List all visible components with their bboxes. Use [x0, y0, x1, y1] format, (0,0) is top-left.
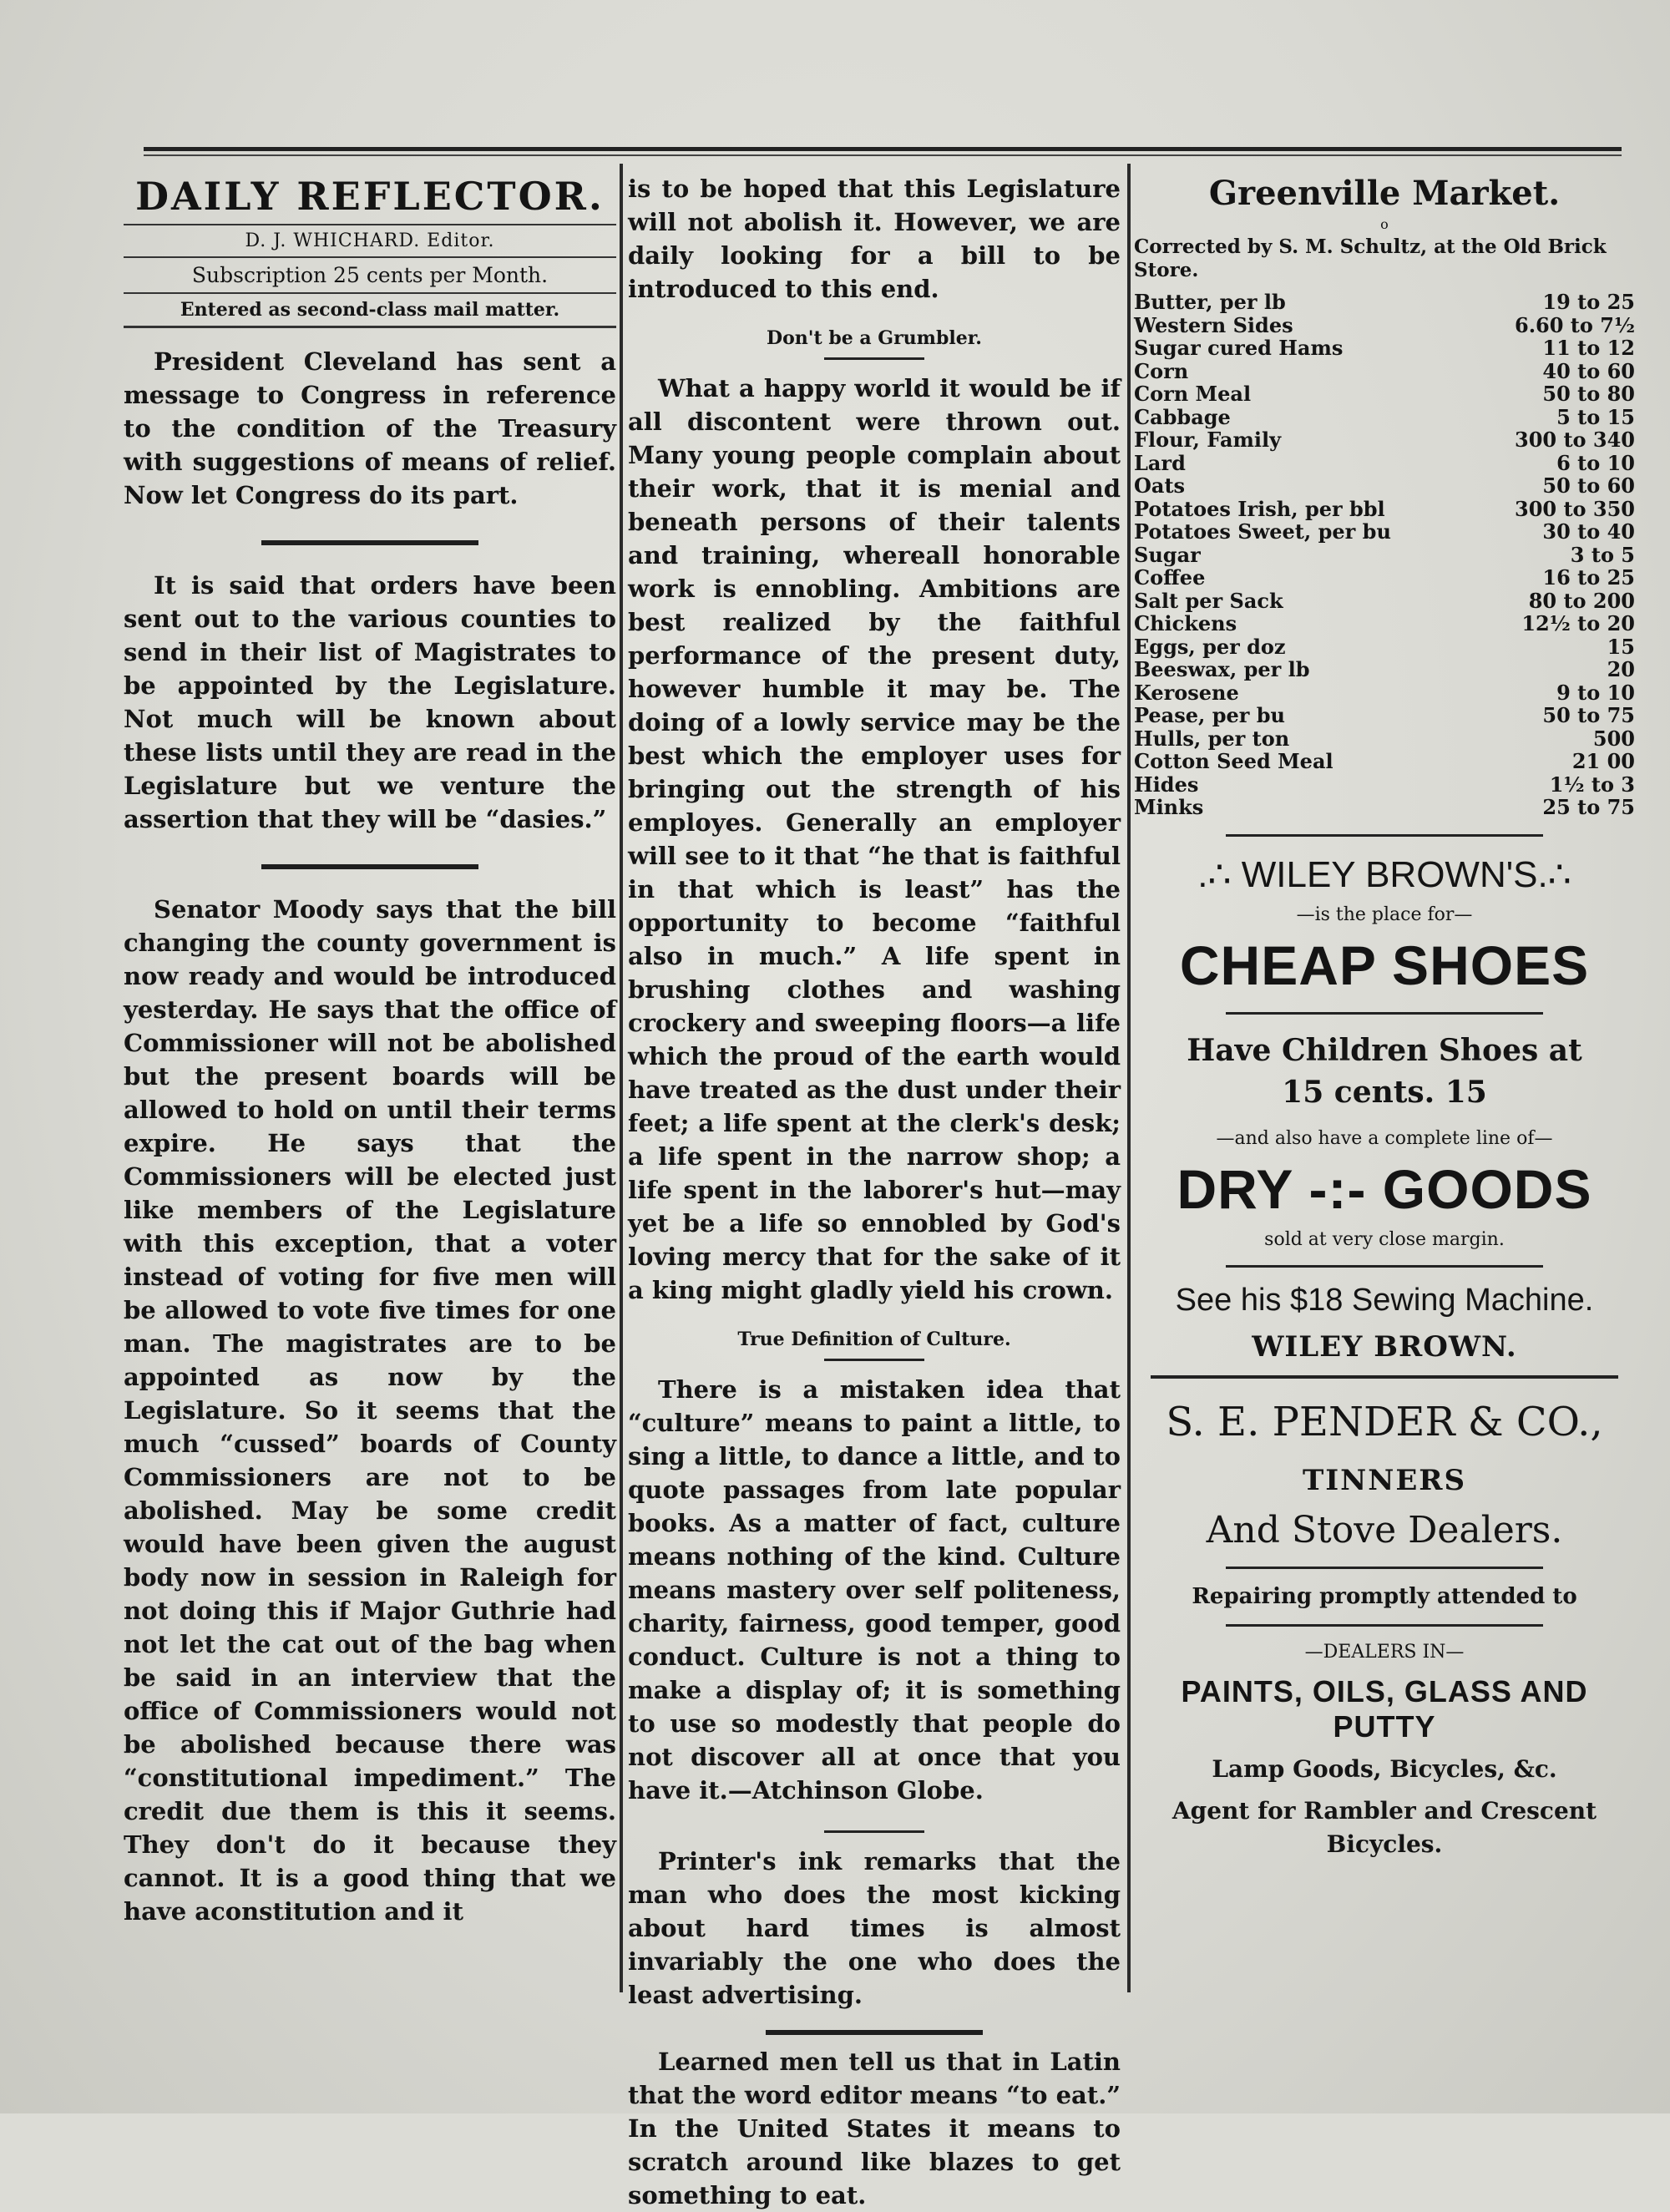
column-rule-2 — [1127, 164, 1131, 1992]
market-price: 500 — [1592, 726, 1635, 751]
heading-grumbler: Don't be a Grumbler. — [767, 327, 982, 349]
market-price: 50 to 75 — [1542, 703, 1635, 727]
market-row — [1134, 612, 1635, 635]
heading-rule — [824, 1830, 924, 1833]
market-item: Kerosene — [1134, 680, 1239, 705]
market-item: Cabbage — [1134, 404, 1231, 429]
market-price: 6 to 10 — [1556, 450, 1635, 475]
heading-rule — [824, 1359, 924, 1361]
market-item: Beeswax, per lb — [1134, 657, 1310, 681]
market-item: Potatoes Irish, per bbl — [1134, 496, 1385, 521]
market-row — [1134, 750, 1635, 773]
pender-name: S. E. PENDER & CO., — [1166, 1398, 1603, 1445]
market-row — [1134, 566, 1635, 590]
market-item: Pease, per bu — [1134, 703, 1285, 727]
market-row — [1134, 773, 1635, 797]
market-row — [1134, 796, 1635, 819]
market-row — [1134, 314, 1635, 337]
pender-dealers-in: —DEALERS IN— — [1304, 1641, 1465, 1663]
market-item: Western Sides — [1134, 312, 1293, 337]
market-item: Cotton Seed Meal — [1134, 749, 1333, 773]
article-editor-latin: Learned men tell us that in Latin that the word editor means “to eat.” In the United States it means to scratch around like blazes to get something to eat. — [628, 2047, 1121, 2209]
market-price: 16 to 25 — [1542, 565, 1635, 590]
separator — [261, 864, 478, 869]
market-row — [1134, 681, 1635, 705]
market-item: Corn — [1134, 358, 1189, 383]
wiley-cheap-shoes: CHEAP SHOES — [1179, 934, 1590, 996]
pender-paints: PAINTS, OILS, GLASS AND PUTTY — [1181, 1673, 1588, 1744]
wiley-children-shoes: Have Children Shoes at — [1187, 1032, 1582, 1068]
market-price: 15 — [1607, 634, 1635, 659]
market-price: 19 to 25 — [1542, 290, 1635, 314]
market-row — [1134, 337, 1635, 360]
article-grumbler: What a happy world it would be if all discontent were thrown out. Many young people complain about their work, that it is menial and beneath persons of their talents and training, whereall honorable work is ennobling. Ambitions are best realized by the faithful performance of the present duty, however humble it may be. The doing of a lowly service may be the best which the employer uses for bringing out the strength of his employes. Generally an employer will see to it that “he that is faithful in that which is least” has the opportunity to become “faithful also in much.” A life spent in brushing clothes and washing crockery and sweeping floors—a life which the proud of the earth would have treated as the dust under their feet; a life spent at the clerk's desk; a life spent in the narrow shop; a life spent in the laborer's hut—may yet be a life so ennobled by God's loving mercy that for the sake of it a king might gladly yield his crown. — [628, 374, 1121, 1304]
market-price: 300 to 350 — [1515, 496, 1635, 521]
market-row — [1134, 498, 1635, 521]
market-price-table — [1134, 291, 1635, 819]
market-item: Butter, per lb — [1134, 290, 1286, 314]
market-item: Flour, Family — [1134, 428, 1282, 452]
pender-lamp-goods: Lamp Goods, Bicycles, &c. — [1212, 1754, 1557, 1783]
market-row — [1134, 291, 1635, 314]
pender-stove-dealers: And Stove Dealers. — [1206, 1508, 1563, 1551]
pender-repairing: Repairing promptly attended to — [1192, 1583, 1577, 1609]
market-item: Minks — [1134, 795, 1204, 819]
wiley-place: —is the place for— — [1296, 904, 1473, 925]
market-price: 300 to 340 — [1515, 428, 1635, 452]
market-item: Oats — [1134, 473, 1186, 498]
market-row — [1134, 360, 1635, 383]
heading-culture: True Definition of Culture. — [737, 1329, 1011, 1350]
market-item: Salt per Sack — [1134, 588, 1283, 613]
market-price: 6.60 to 7½ — [1515, 312, 1635, 337]
article-magistrates: It is said that orders have been sent out to the various counties to send in their list of Magistrates to be appointed by the Legislature. Not much will be known about these lists until they are read in the Legislature but we venture the assertion that they will be “dasies.” — [124, 571, 616, 833]
market-price: 9 to 10 — [1556, 680, 1635, 705]
ad-rule — [1226, 1012, 1543, 1015]
market-price: 21 00 — [1571, 749, 1635, 773]
market-item: Eggs, per doz — [1134, 634, 1286, 659]
market-title: Greenville Market. — [1208, 174, 1561, 213]
market-price: 20 — [1607, 657, 1635, 681]
market-row — [1134, 658, 1635, 681]
market-row — [1134, 544, 1635, 567]
market-price: 80 to 200 — [1528, 588, 1635, 613]
separator — [766, 2030, 983, 2035]
market-item: Corn Meal — [1134, 382, 1252, 406]
market-item: Sugar cured Hams — [1134, 336, 1344, 360]
market-price: 5 to 15 — [1556, 404, 1635, 429]
ad-rule — [1226, 1624, 1543, 1627]
top-rule — [144, 147, 1622, 156]
market-row — [1134, 428, 1635, 452]
market-row — [1134, 406, 1635, 429]
market-item: Hulls, per ton — [1134, 726, 1290, 751]
wiley-price: 15 cents. 15 — [1282, 1074, 1487, 1110]
wiley-margin: sold at very close margin. — [1264, 1228, 1505, 1250]
masthead-entered: Entered as second-class mail matter. — [124, 292, 616, 328]
market-price: 25 to 75 — [1542, 795, 1635, 819]
market-row — [1134, 474, 1635, 498]
pender-agent: Agent for Rambler and Crescent Bicycles. — [1172, 1796, 1597, 1858]
market-item: Chickens — [1134, 611, 1237, 635]
pender-tinners: TINNERS — [1302, 1463, 1467, 1497]
market-price: 50 to 80 — [1542, 382, 1635, 406]
masthead-editor: D. J. WHICHARD. Editor. — [124, 224, 616, 256]
column-market-ads — [1134, 167, 1635, 1861]
market-price: 40 to 60 — [1542, 358, 1635, 383]
market-item: Potatoes Sweet, per bu — [1134, 519, 1391, 544]
market-item: Lard — [1134, 450, 1186, 475]
masthead-subscription: Subscription 25 cents per Month. — [124, 256, 616, 292]
wiley-brown-name: .∴ WILEY BROWN'S.∴ — [1197, 853, 1571, 895]
masthead-title: DAILY REFLECTOR. — [135, 174, 605, 219]
ad-rule — [1226, 1265, 1543, 1268]
market-item: Sugar — [1134, 542, 1201, 567]
column-middle — [628, 167, 1121, 2212]
separator — [261, 540, 478, 545]
market-price: 1½ to 3 — [1549, 772, 1635, 797]
market-row — [1134, 635, 1635, 659]
market-row — [1134, 727, 1635, 751]
column-editorial — [124, 167, 616, 1928]
ad-rule — [1226, 1567, 1543, 1569]
market-row — [1134, 382, 1635, 406]
market-price: 11 to 12 — [1542, 336, 1635, 360]
article-printers-ink: Printer's ink remarks that the man who does the most kicking about hard times is almost invariably the one who does the least advertising. — [628, 1847, 1121, 2009]
article-senator-moody: Senator Moody says that the bill changing the county government is now ready and would be introduced yesterday. He says that the office of Commissioner will not be abolished but the present boards will be allowed to hold on until their terms expire. He says that the Commissioners will be elected just like members of the Legislature with this exception, that a voter instead of voting for five men will be allowed to vote five times for one man. The magistrates are to be appointed as now by the Legislature. So it seems that the much “cussed” boards of County Commissioners are not to be abolished. May be some credit would have been given the august body now in session in Raleigh for not doing this if Major Guthrie had not let the cat out of the bag when be said in an interview that the office of Commissioners would not be abolished because there was “constitutional impediment.” The credit due them is this it seems. They don't do it because they cannot. It is a good thing that we have aconstitution and it — [124, 895, 616, 1926]
market-item: Hides — [1134, 772, 1199, 797]
market-price: 3 to 5 — [1570, 542, 1635, 567]
article-culture: There is a mistaken idea that “culture” means to paint a little, to sing a little, to dance a little, and to quote passages from late popular books. As a matter of fact, culture means nothing of the kind. Culture means mastery over self politeness, charity, fairness, good temper, good conduct. Culture is not a thing to make a display of; it is something to use so modestly that people do not discover all at once that you have it.—Atchinson Globe. — [628, 1375, 1121, 1805]
market-price: 12½ to 20 — [1521, 611, 1635, 635]
market-row — [1134, 452, 1635, 475]
market-price: 50 to 60 — [1542, 473, 1635, 498]
market-note: Corrected by S. M. Schultz, at the Old Brick Store. — [1134, 235, 1607, 281]
article-cleveland: President Cleveland has sent a message to Congress in reference to the condition of the Treasury with suggestions of means of relief. Now let Congress do its part. — [124, 347, 616, 509]
market-item: Coffee — [1134, 565, 1206, 590]
market-divider: o — [1380, 216, 1389, 232]
wiley-dry-goods: DRY -:- GOODS — [1177, 1157, 1592, 1220]
wiley-also: —and also have a complete line of— — [1216, 1127, 1553, 1149]
article-continued: is to be hoped that this Legislature will not abolish it. However, we are daily looking for a bill to be introduced to this end. — [628, 175, 1121, 303]
market-row — [1134, 520, 1635, 544]
market-row — [1134, 704, 1635, 727]
ad-rule — [1151, 1375, 1618, 1379]
market-price: 30 to 40 — [1542, 519, 1635, 544]
market-row — [1134, 590, 1635, 613]
wiley-signature: WILEY BROWN. — [1252, 1329, 1517, 1364]
heading-rule — [824, 357, 924, 360]
wiley-sewing-machine: See his $18 Sewing Machine. — [1175, 1282, 1594, 1318]
column-rule-1 — [620, 164, 623, 1992]
ad-rule — [1226, 834, 1543, 837]
